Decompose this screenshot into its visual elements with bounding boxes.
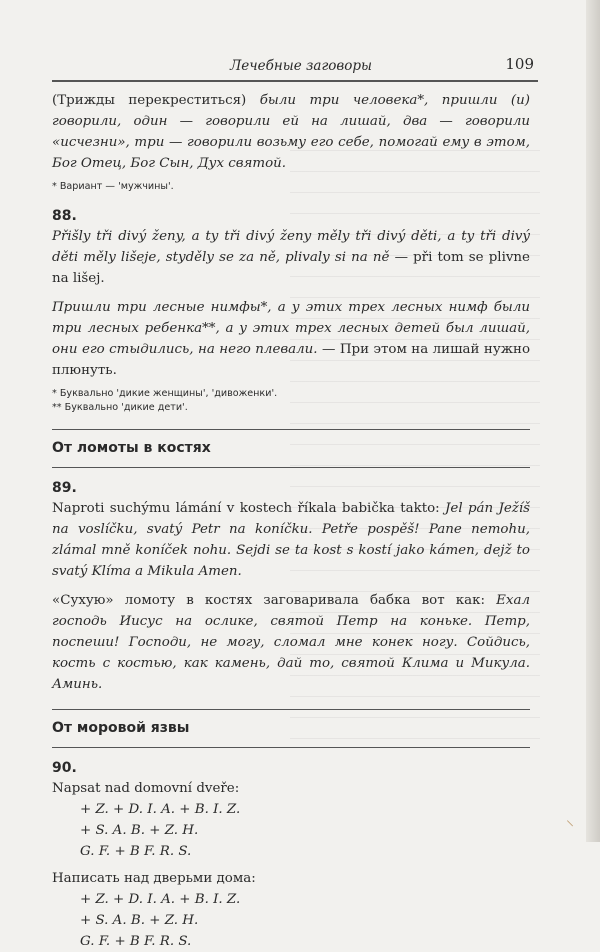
formula-line: G. F. + B F. R. S.: [80, 934, 192, 949]
item-90-czech-formula: [52, 799, 530, 862]
formula-line: + S. A. B. + Z. H.: [80, 913, 199, 928]
item-89-russian-italic: Ехал господь Иисус на ослике, святой Петр на коньке. Петр, поспеши! Господи, не могу, сломал мне конек ногу. Сойдись, кость с костью, как камень, дай то, святой Клима и Микула. Аминь.: [52, 593, 530, 692]
footnote-87: * Вариант — 'мужчины'.: [52, 181, 174, 192]
item-89-russian: [52, 590, 530, 695]
running-header: [52, 50, 538, 82]
formula-line: + Z. + D. I. A. + B. I. Z.: [80, 802, 241, 817]
section-heading-bones: От ломоты в костях: [52, 429, 530, 468]
item-88-russian-regular: — При этом на лишай нужно плюнуть.: [52, 342, 531, 378]
formula-line: + Z. + D. I. A. + B. I. Z.: [80, 892, 241, 907]
footnote-88-2: ** Буквально 'дикие дети'.: [52, 402, 188, 413]
item-90-czech-instruction: Napsat nad domovní dveře:: [52, 781, 240, 796]
item-88-czech-regular: — při tom se plivne na lišej.: [52, 250, 530, 286]
charm-87-lead: (Трижды перекреститься): [52, 93, 260, 108]
charm-87-text: были три человека*, пришли (и) говорили, один — говорили ей на лишай, два — говорили «исчезни», три — говорили возьму его себе, помогай ему в этом, Бог Отец, Бог Сын, Дух святой.: [52, 93, 530, 171]
footnote-88-1: * Буквально 'дикие женщины', 'дивоженки'.: [52, 388, 278, 399]
item-90-russian-instruction: Написать над дверьми дома:: [52, 871, 256, 886]
page-body: [52, 90, 530, 952]
page-edge-shadow: [586, 0, 600, 842]
header-title: Лечебные заговоры: [230, 58, 373, 74]
formula-line: + S. A. B. + Z. H.: [80, 823, 199, 838]
charm-87-russian: [52, 90, 530, 174]
item-89-czech: [52, 498, 530, 582]
item-88-czech-italic: Přišly tři divý ženy, a ty tři divý ženy měly tři divý děti, a ty tři divý děti měly lišeje, styděly se za ně, plivaly si na ně: [52, 229, 530, 265]
item-88-russian: [52, 297, 530, 381]
item-89-czech-lead: Naproti suchýmu lámání v kostech říkala babička takto:: [52, 501, 446, 516]
item-88-czech: [52, 226, 530, 289]
item-88-number: 88.: [52, 208, 77, 224]
page-number: 109: [505, 55, 534, 73]
item-89-number: 89.: [52, 480, 77, 496]
formula-line: G. F. + B F. R. S.: [80, 844, 192, 859]
item-89-czech-italic: Jel pán Ježíš na voslíčku, svatý Petr na koníčku. Petře pospěš! Pane nemohu, zlámal mně koníček nohu. Sejdi se ta kost s kostí jako kámen, dejž to svatý Klíma a Mikula Amen.: [52, 501, 530, 579]
item-89-russian-lead: «Сухую» ломоту в костях заговаривала бабка вот как:: [52, 593, 497, 608]
section-heading-plague: От моровой язвы: [52, 709, 530, 748]
page-corner-mark: ⸜: [566, 810, 575, 829]
item-88-russian-italic: Пришли три лесные нимфы*, а у этих трех лесных нимф были три лесных ребенка**, а у этих трех лесных детей был лишай, они его стыдились, на него плевали.: [52, 300, 530, 357]
item-90-russian-formula: [52, 889, 530, 952]
item-90-number: 90.: [52, 760, 77, 776]
